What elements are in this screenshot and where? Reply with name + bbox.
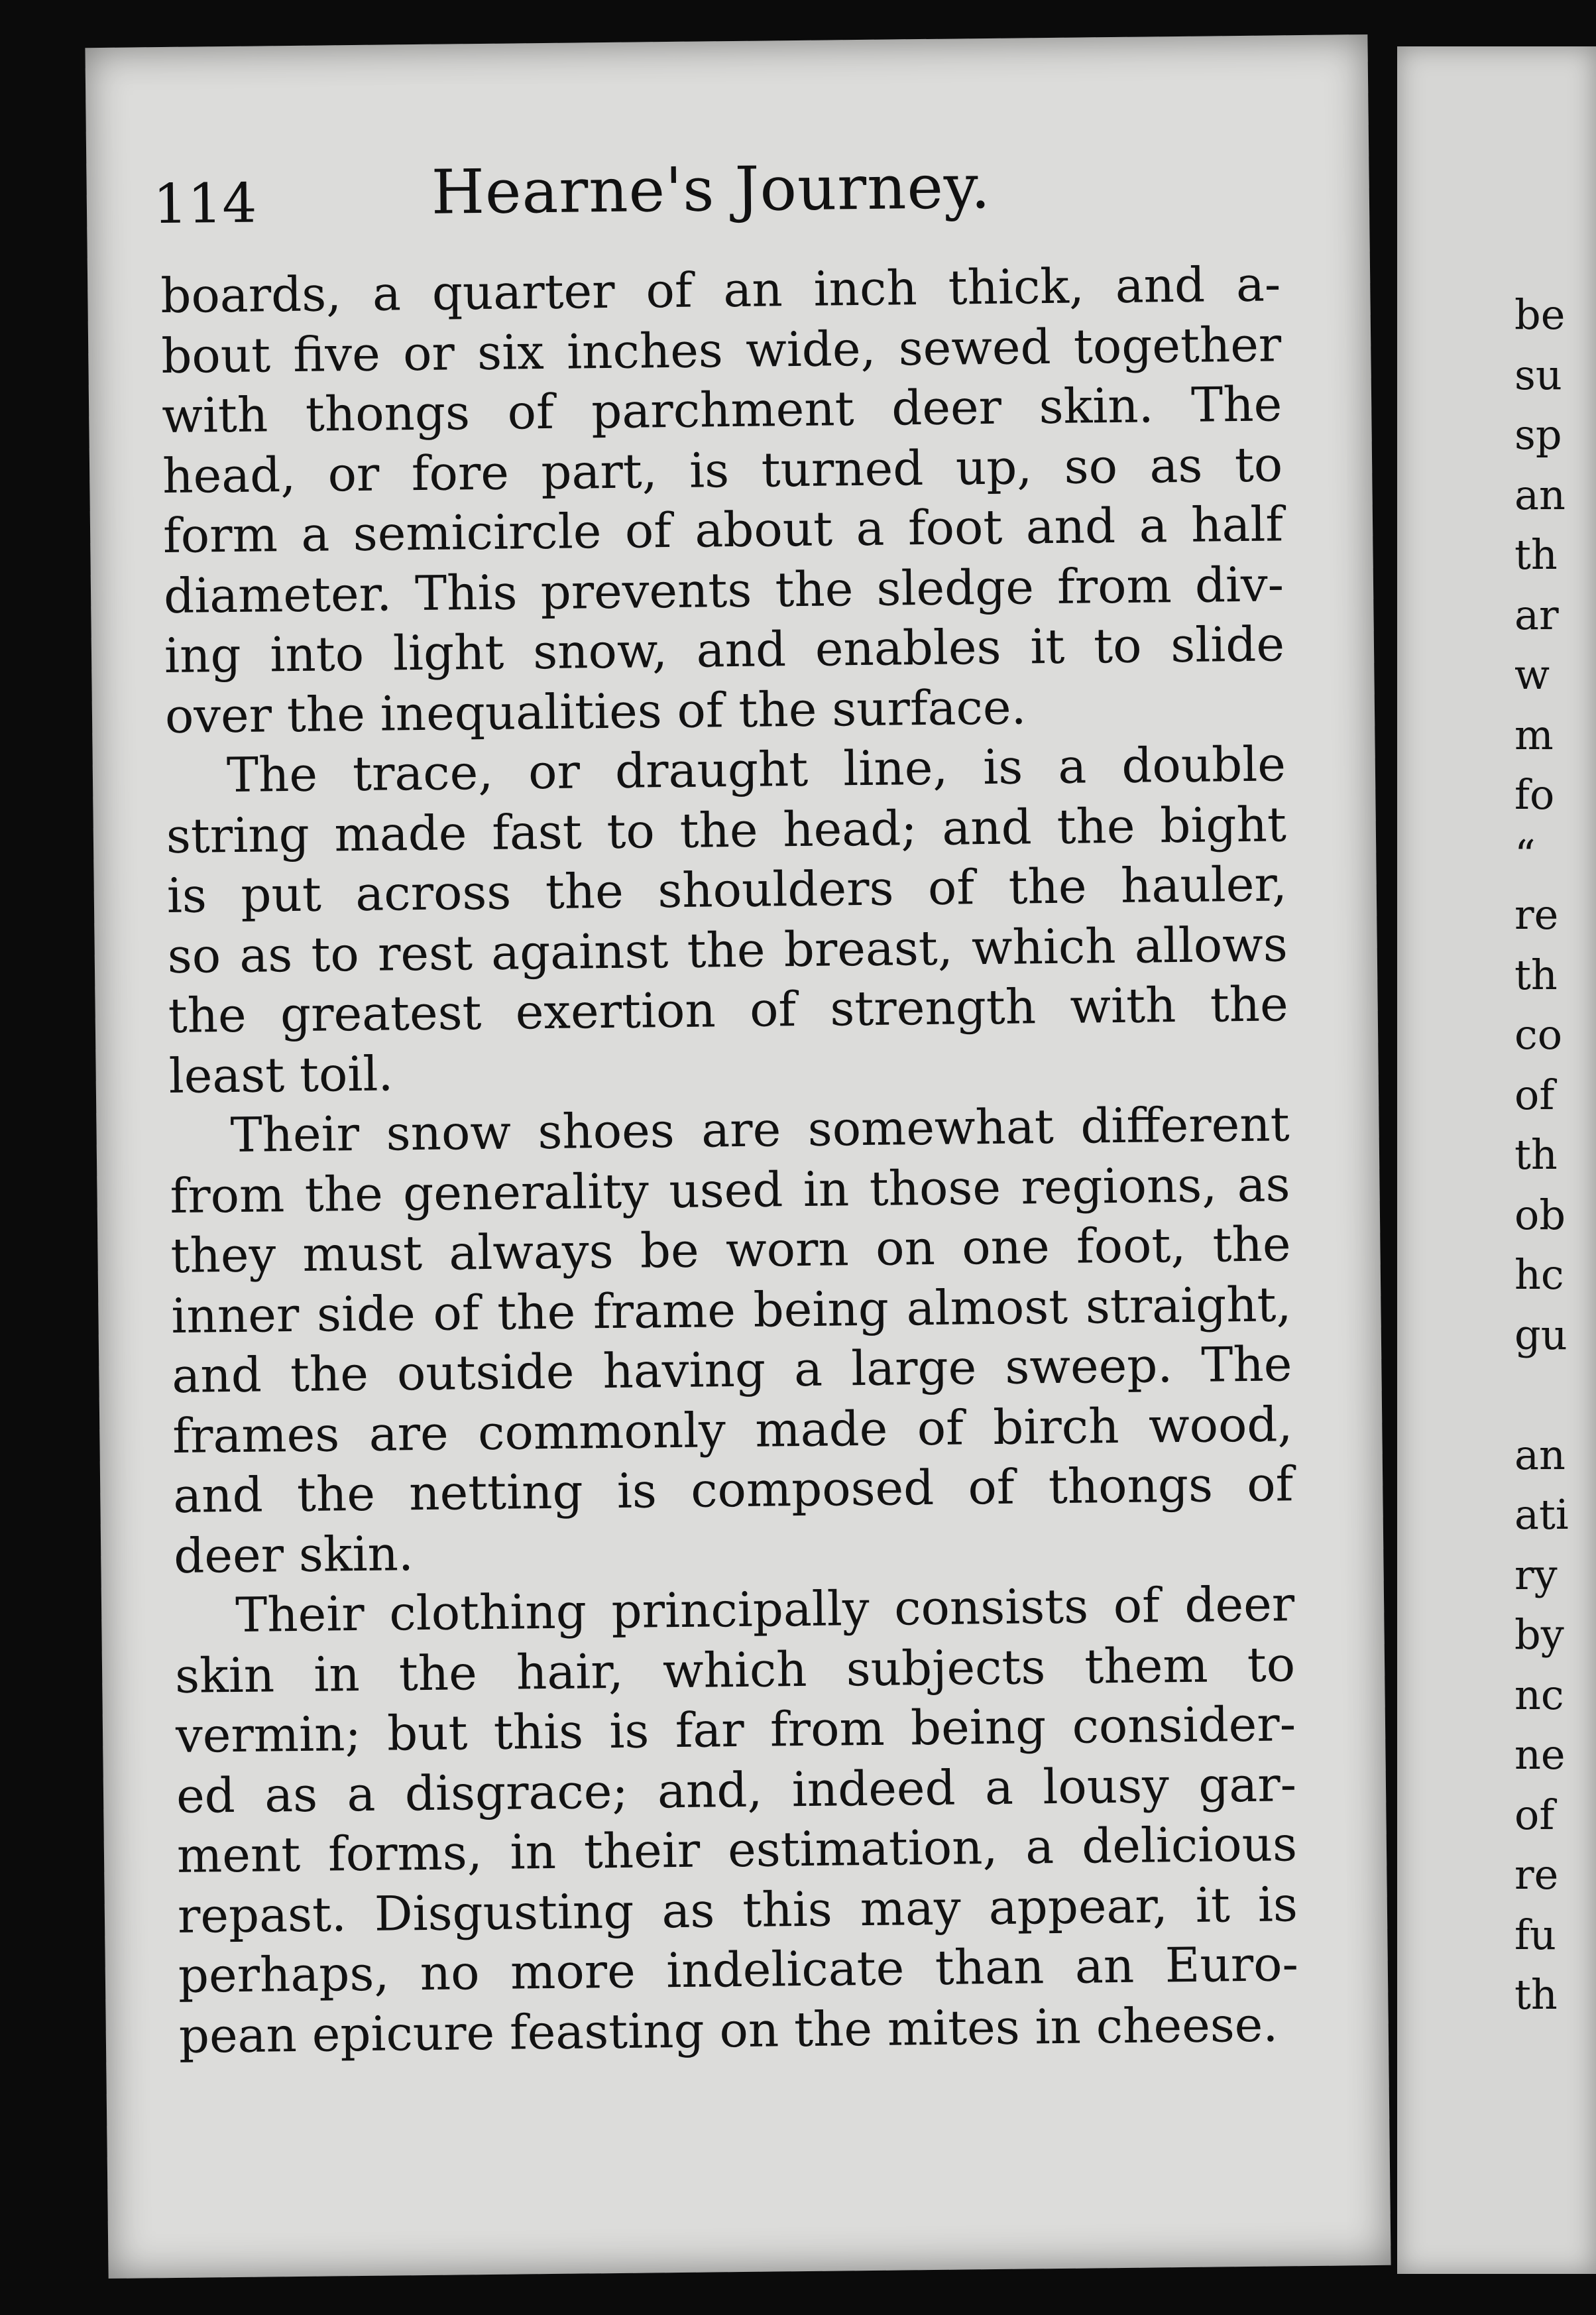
facing-page-fragment: th xyxy=(1514,530,1558,579)
facing-page-fragment: gu xyxy=(1514,1310,1568,1359)
text-line: so as to rest against the breast, which allows xyxy=(167,916,1288,984)
facing-page-fragment: an xyxy=(1514,470,1566,519)
facing-page-fragment: fu xyxy=(1514,1910,1556,1959)
facing-page-fragment: be xyxy=(1514,290,1566,339)
facing-page-fragment: ry xyxy=(1514,1550,1558,1599)
running-header xyxy=(152,148,1313,253)
text-line: Their clothing principally consists of deer xyxy=(235,1576,1295,1643)
facing-page-fragment xyxy=(1514,1365,1569,1425)
facing-page-fragment: ar xyxy=(1514,590,1559,639)
text-line: Their snow shoes are somewhat different xyxy=(230,1096,1290,1163)
facing-page-fragment: an xyxy=(1514,1430,1566,1479)
paragraph xyxy=(160,254,1285,746)
facing-page-fragment: th xyxy=(1514,950,1558,999)
text-line: ment forms, in their estimation, a delicious xyxy=(176,1816,1298,1883)
facing-page-fragment: nc xyxy=(1514,1670,1564,1719)
text-line: from the generality used in those regions, as xyxy=(170,1156,1290,1224)
text-line: the greatest exertion of strength with the xyxy=(168,976,1289,1043)
text-line: is put across the shoulders of the hauler, xyxy=(166,856,1288,923)
page-number: 114 xyxy=(152,172,257,237)
facing-page-fragment: ob xyxy=(1514,1190,1566,1239)
text-line: frames are commonly made of birch wood, xyxy=(172,1395,1293,1464)
text-line: head, or fore part, is turned up, so as to xyxy=(162,436,1283,504)
text-line: pean epicure feasting on the mites in cheese. xyxy=(178,1996,1279,2064)
text-line: skin in the hair, which subjects them to xyxy=(174,1635,1296,1704)
facing-page-fragment: by xyxy=(1514,1610,1564,1659)
paragraph xyxy=(165,734,1289,1106)
text-line: and the outside having a large sweep. The xyxy=(171,1336,1292,1403)
text-line: form a semicircle of about a foot and a half xyxy=(162,496,1284,564)
facing-page-fragment: w xyxy=(1514,650,1550,699)
text-line: they must always be worn on one foot, the xyxy=(170,1216,1291,1283)
text-line: ing into light snow, and enables it to slide xyxy=(164,616,1285,684)
facing-page-fragment: “ xyxy=(1514,830,1536,879)
text-line: over the inequalities of the surface. xyxy=(164,678,1027,744)
text-line: diameter. This prevents the sledge from div- xyxy=(163,556,1284,624)
text-line: and the netting is composed of thongs of xyxy=(172,1456,1294,1523)
text-line: boards, a quarter of an inch thick, and a- xyxy=(160,256,1281,324)
facing-page-fragment: of xyxy=(1514,1070,1555,1119)
facing-page-fragment: th xyxy=(1514,1130,1558,1179)
left-page xyxy=(85,34,1391,2279)
text-line: ed as a disgrace; and, indeed a lousy gar- xyxy=(176,1755,1297,1824)
text-line: least toil. xyxy=(168,1045,394,1104)
facing-page-fragment: of xyxy=(1514,1790,1555,1839)
facing-page-fragment: m xyxy=(1514,710,1554,759)
paragraph xyxy=(174,1574,1299,2066)
facing-page-fragment: ne xyxy=(1514,1730,1566,1779)
facing-page-fragment: th xyxy=(1514,1970,1558,2019)
text-line: deer skin. xyxy=(173,1525,414,1584)
facing-page-fragment: sp xyxy=(1514,410,1562,459)
body-text xyxy=(160,254,1299,2066)
facing-page-fragment: hc xyxy=(1514,1250,1564,1299)
facing-page-fragment: re xyxy=(1514,1850,1559,1899)
text-line: vermin; but this is far from being consider- xyxy=(175,1696,1296,1763)
text-line: The trace, or draught line, is a double xyxy=(226,736,1286,803)
facing-page-fragment: re xyxy=(1514,890,1559,939)
facing-page-fragment: co xyxy=(1514,1010,1563,1059)
text-line: string made fast to the head; and the bight xyxy=(166,796,1287,864)
facing-page-fragment: su xyxy=(1514,350,1562,399)
facing-page-text xyxy=(1514,285,1569,2025)
paragraph xyxy=(169,1094,1294,1586)
facing-page-fragment: fo xyxy=(1514,770,1555,819)
text-line: bout five or six inches wide, sewed together xyxy=(160,316,1282,384)
text-line: repast. Disgusting as this may appear, it is xyxy=(177,1875,1298,1944)
text-line: with thongs of parchment deer skin. The xyxy=(161,376,1282,444)
running-title: Hearne's Journey. xyxy=(431,150,992,228)
text-line: inner side of the frame being almost straight, xyxy=(171,1276,1292,1344)
text-line: perhaps, no more indelicate than an Euro- xyxy=(178,1936,1299,2003)
facing-page-fragment: ati xyxy=(1514,1490,1569,1539)
